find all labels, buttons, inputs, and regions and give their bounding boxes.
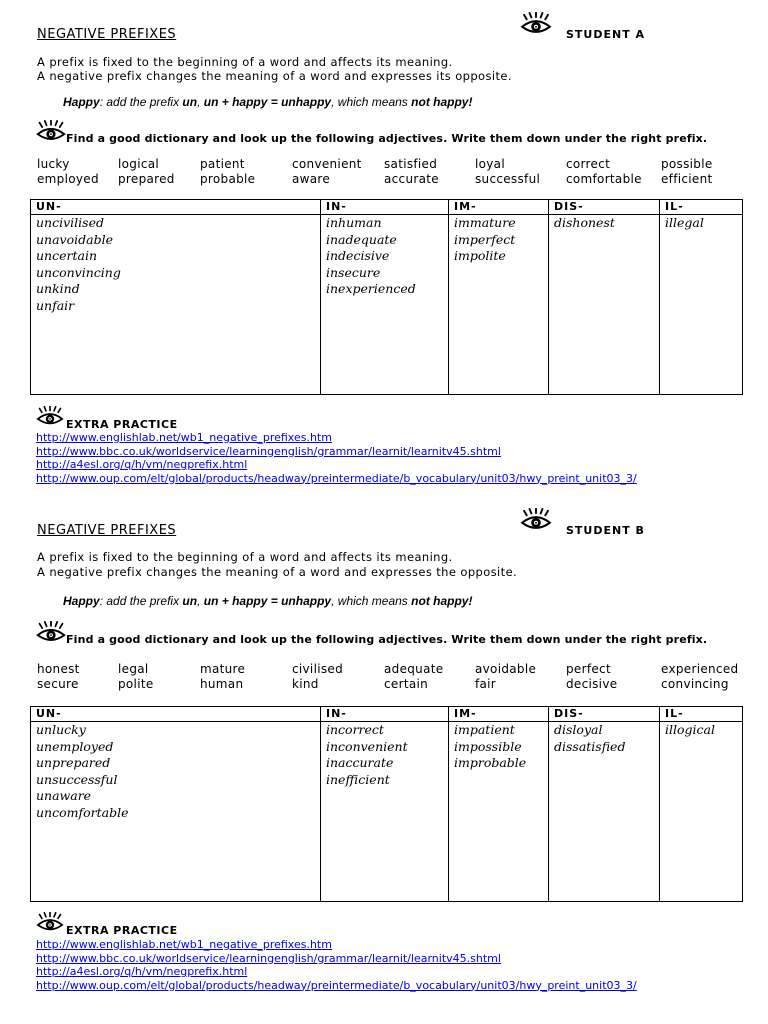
example-sentence	[63, 594, 472, 608]
example-word: Happy	[63, 95, 100, 109]
intro-line-1: A prefix is fixed to the beginning of a word and affects its meaning.	[37, 55, 453, 69]
vocabulary-word: successful	[475, 172, 541, 186]
link-list	[36, 431, 637, 485]
practice-link[interactable]: http://www.englishlab.net/wb1_negative_prefixes.htm	[36, 431, 332, 444]
vocabulary-word: prepared	[118, 172, 175, 186]
answer-word: unconvincing	[36, 264, 121, 280]
answer-word: unfair	[36, 297, 75, 313]
vocabulary-word: honest	[37, 662, 80, 676]
intro-line-1: A prefix is fixed to the beginning of a word and affects its meaning.	[37, 550, 453, 564]
vocabulary-word: kind	[292, 677, 319, 691]
practice-link[interactable]: http://www.oup.com/elt/global/products/headway/preintermediate/b_vocabulary/unit03/hwy_preint_unit03_3/	[36, 471, 637, 485]
column-header: IN-	[321, 707, 449, 722]
example-text: : add the prefix	[99, 594, 183, 608]
answer-word: illogical	[665, 722, 715, 737]
answer-word: unsuccessful	[36, 771, 118, 787]
answer-word: inhuman	[326, 215, 382, 230]
answer-word: disloyal	[554, 722, 603, 737]
page-title: NEGATIVE PREFIXES	[37, 523, 177, 538]
practice-link[interactable]: http://www.bbc.co.uk/worldservice/learningenglish/grammar/learnit/learnitv45.shtml	[36, 951, 501, 965]
prefix-column	[321, 215, 449, 395]
prefix-column	[449, 722, 549, 902]
eye-icon	[520, 508, 552, 532]
example-prefix: un	[182, 594, 198, 608]
answer-word: dissatisfied	[554, 738, 626, 754]
vocabulary-word: experienced	[661, 662, 739, 676]
example-sentence	[63, 95, 472, 109]
vocabulary-word: correct	[566, 157, 611, 171]
column-header: IM-	[449, 200, 549, 215]
example-text: ,	[197, 594, 204, 608]
prefix-table	[30, 706, 743, 902]
answer-word: impossible	[454, 738, 522, 754]
vocabulary-word: decisive	[566, 677, 618, 691]
vocabulary-word: human	[200, 677, 244, 691]
vocabulary-word: patient	[200, 157, 245, 171]
eye-icon	[36, 120, 66, 143]
answer-word: indecisive	[326, 248, 390, 264]
extra-practice-title: EXTRA PRACTICE	[66, 418, 178, 431]
instruction: Find a good dictionary and look up the following adjectives. Write them down under the right prefix.	[66, 132, 708, 145]
eye-icon	[36, 621, 66, 644]
vocabulary-word: lucky	[37, 157, 70, 171]
answer-word: unavoidable	[36, 231, 113, 247]
example-meaning: not happy!	[411, 95, 473, 109]
column-header: IN-	[321, 200, 449, 215]
example-text: : add the prefix	[99, 95, 183, 109]
answer-word: unkind	[36, 281, 80, 297]
vocabulary-word: satisfied	[384, 157, 438, 171]
example-prefix: un	[182, 95, 198, 109]
answer-word: imperfect	[454, 231, 516, 247]
vocabulary-word: civilised	[292, 662, 343, 676]
prefix-column	[31, 215, 321, 395]
answer-word: uncomfortable	[36, 804, 129, 820]
vocabulary-word: fair	[475, 677, 497, 691]
instruction: Find a good dictionary and look up the following adjectives. Write them down under the right prefix.	[66, 633, 708, 646]
eye-icon	[520, 12, 552, 36]
example-text: , which means	[331, 95, 412, 109]
answer-word: insecure	[326, 264, 381, 280]
practice-link[interactable]: http://a4esl.org/q/h/vm/negprefix.html	[36, 458, 248, 471]
column-header: DIS-	[549, 200, 660, 215]
prefix-column	[660, 215, 743, 395]
vocabulary-word: loyal	[475, 157, 505, 171]
example-formula: un + happy = unhappy	[203, 95, 332, 109]
column-header: UN-	[31, 707, 321, 722]
vocabulary-word: adequate	[384, 662, 444, 676]
vocabulary-word: perfect	[566, 662, 611, 676]
column-header: IM-	[449, 707, 549, 722]
answer-word: inadequate	[326, 231, 397, 247]
answer-word: unemployed	[36, 738, 114, 754]
vocabulary-word: comfortable	[566, 172, 642, 186]
vocabulary-word: legal	[118, 662, 149, 676]
practice-link[interactable]: http://www.oup.com/elt/global/products/headway/preintermediate/b_vocabulary/unit03/hwy_preint_unit03_3/	[36, 978, 637, 992]
page-title: NEGATIVE PREFIXES	[37, 27, 177, 42]
answer-word: inefficient	[326, 771, 390, 787]
vocabulary-word: probable	[200, 172, 256, 186]
practice-link[interactable]: http://www.bbc.co.uk/worldservice/learningenglish/grammar/learnit/learnitv45.shtml	[36, 444, 501, 458]
column-header: DIS-	[549, 707, 660, 722]
answer-word: unlucky	[36, 722, 86, 737]
vocabulary-word: mature	[200, 662, 246, 676]
vocabulary-word: efficient	[661, 172, 713, 186]
column-header: IL-	[660, 707, 743, 722]
answer-word: inconvenient	[326, 738, 408, 754]
vocabulary-word: employed	[37, 172, 99, 186]
column-header: UN-	[31, 200, 321, 215]
prefix-column	[660, 722, 743, 902]
vocabulary-word: avoidable	[475, 662, 537, 676]
prefix-table	[30, 199, 743, 395]
answer-word: dishonest	[554, 215, 615, 230]
answer-word: impatient	[454, 722, 515, 737]
vocabulary-word: accurate	[384, 172, 439, 186]
answer-word: improbable	[454, 755, 527, 771]
extra-practice-title: EXTRA PRACTICE	[66, 924, 178, 937]
intro-line-2: A negative prefix changes the meaning of a word and expresses the opposite.	[37, 565, 518, 579]
link-list	[36, 938, 637, 992]
prefix-column	[321, 722, 449, 902]
answer-word: incorrect	[326, 722, 384, 737]
answer-word: illegal	[665, 215, 704, 230]
example-text: ,	[197, 95, 204, 109]
answer-word: inexperienced	[326, 281, 416, 297]
answer-word: immature	[454, 215, 516, 230]
practice-link[interactable]: http://a4esl.org/q/h/vm/negprefix.html	[36, 965, 248, 978]
intro-line-2: A negative prefix changes the meaning of a word and expresses its opposite.	[37, 69, 512, 83]
column-header: IL-	[660, 200, 743, 215]
vocabulary-word: logical	[118, 157, 160, 171]
vocabulary-word: aware	[292, 172, 331, 186]
answer-word: inaccurate	[326, 755, 394, 771]
prefix-column	[449, 215, 549, 395]
prefix-column	[549, 215, 660, 395]
answer-word: impolite	[454, 248, 506, 264]
vocabulary-word: convincing	[661, 677, 729, 691]
answer-word: unprepared	[36, 755, 111, 771]
example-meaning: not happy!	[411, 594, 473, 608]
example-text: , which means	[331, 594, 412, 608]
answer-word: unaware	[36, 788, 92, 804]
practice-link[interactable]: http://www.englishlab.net/wb1_negative_prefixes.htm	[36, 938, 332, 951]
answer-word: uncivilised	[36, 215, 104, 230]
vocabulary-word: possible	[661, 157, 713, 171]
example-formula: un + happy = unhappy	[203, 594, 332, 608]
student-label: STUDENT A	[566, 28, 646, 41]
prefix-column	[31, 722, 321, 902]
example-word: Happy	[63, 594, 100, 608]
eye-icon	[36, 912, 64, 933]
answer-word: uncertain	[36, 248, 97, 264]
vocabulary-word: polite	[118, 677, 154, 691]
vocabulary-word: secure	[37, 677, 79, 691]
prefix-column	[549, 722, 660, 902]
eye-icon	[36, 406, 64, 427]
vocabulary-word: certain	[384, 677, 429, 691]
vocabulary-word: convenient	[292, 157, 362, 171]
student-label: STUDENT B	[566, 524, 645, 537]
